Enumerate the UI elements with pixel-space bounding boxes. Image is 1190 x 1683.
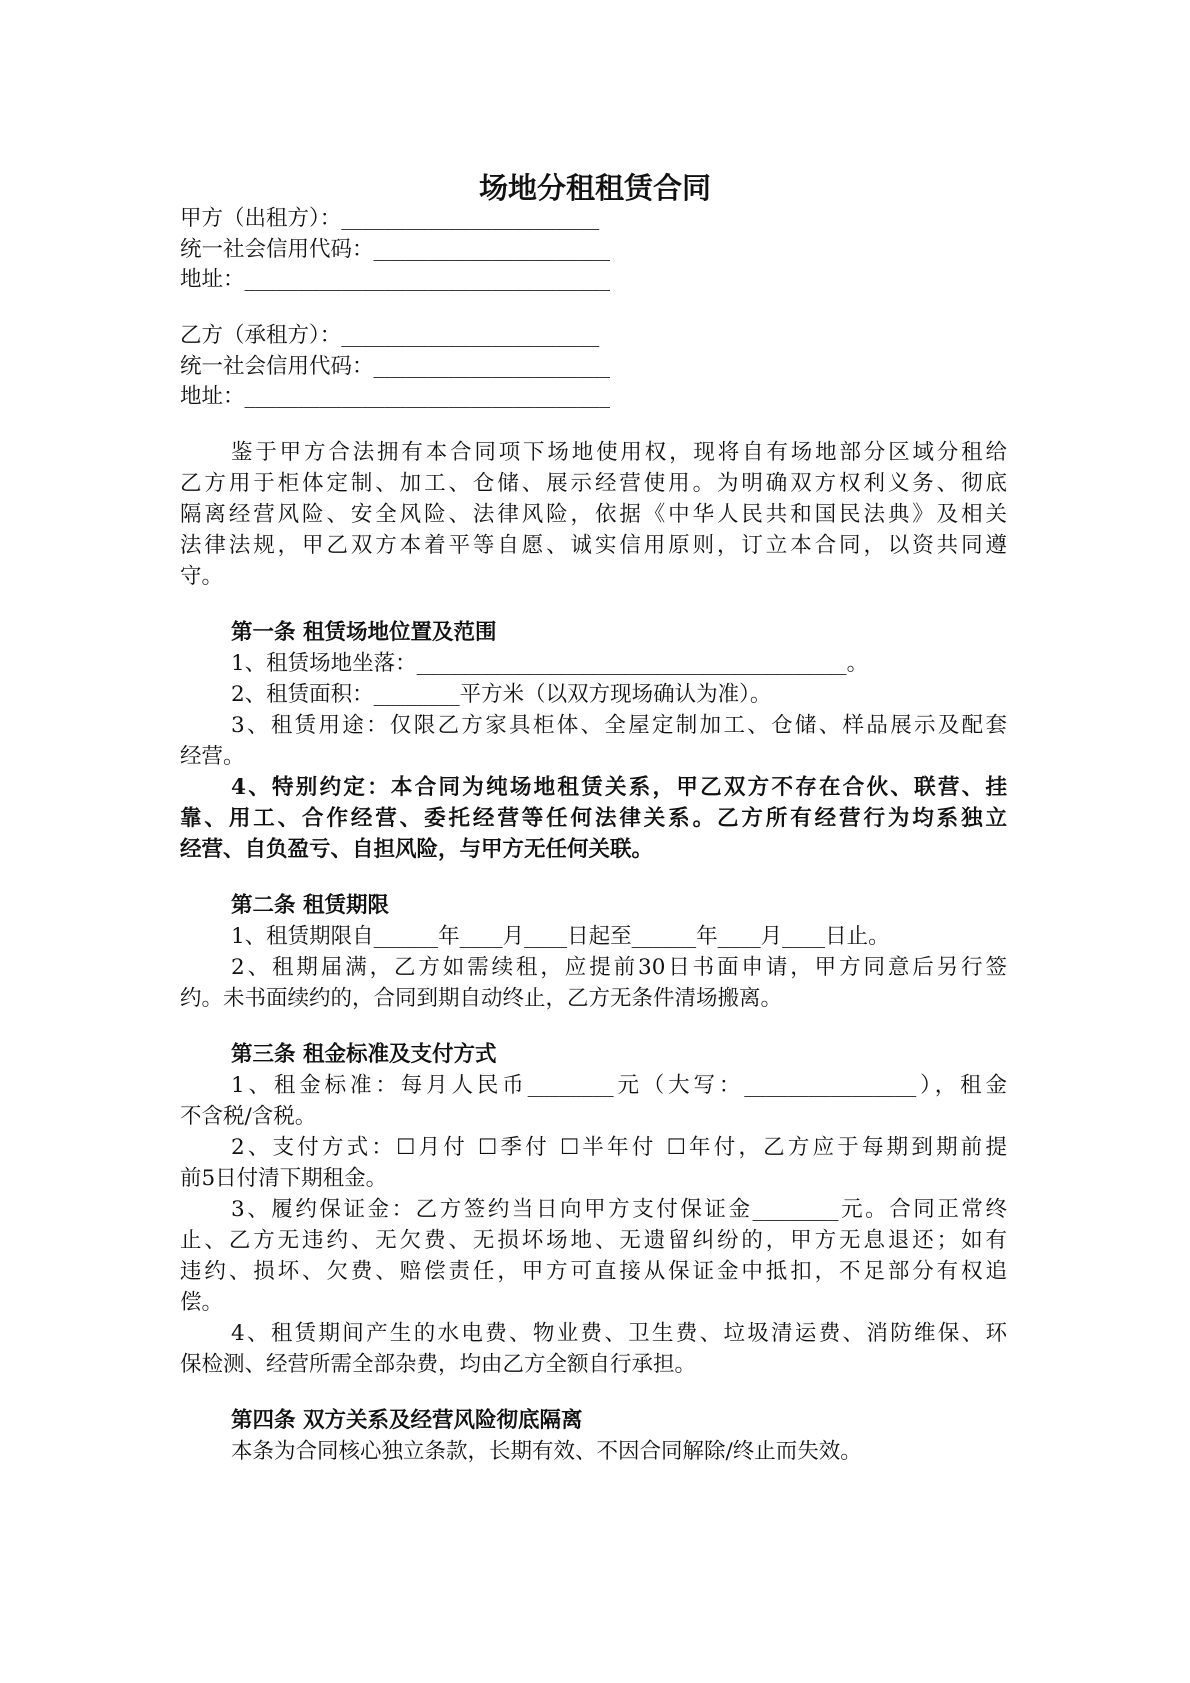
preamble-line: 守。 (180, 564, 224, 589)
page-title: 场地分租租赁合同 (478, 171, 711, 205)
article-1-special-clause-cont: 靠、用工、合作经营、委托经营等任何法律关系。乙方所有经营行为均系独立 (180, 806, 1007, 831)
article-1-special-clause-cont: 经营、自负盈亏、自担风险，与甲方无任何关联。 (180, 837, 654, 862)
preamble-line: 隔离经营风险、安全风险、法律风险，依据《中华人民共和国民法典》及相关 (180, 502, 1007, 527)
article-1-clause-3: 3、租赁用途：仅限乙方家具柜体、全屋定制加工、仓储、样品展示及配套 (231, 713, 1007, 738)
article-3-clause-3: 3、履约保证金：乙方签约当日向甲方支付保证金________元。合同正常终 (231, 1197, 1007, 1222)
article-2-clause-2-cont: 约。未书面续约的，合同到期自动终止，乙方无条件清场搬离。 (180, 986, 783, 1011)
party-a-name-line: 甲方（出租方）：________________________ (180, 206, 600, 231)
article-2-clause-1: 1、租赁期限自______年____月____日起至______年____月____日止。 (231, 924, 890, 949)
article-1-special-clause: 4、特别约定：本合同为纯场地租赁关系，甲乙双方不存在合伙、联营、挂 (231, 775, 1007, 800)
article-4-heading: 第四条 双方关系及经营风险彻底隔离 (231, 1408, 583, 1433)
preamble-line: 鉴于甲方合法拥有本合同项下场地使用权，现将自有场地部分区域分租给 (231, 440, 1007, 465)
article-3-clause-2: 2、支付方式：☐月付 ☐季付 ☐半年付 ☐年付，乙方应于每期到期前提 (231, 1135, 1007, 1160)
article-3-clause-1: 1、租金标准：每月人民币________元（大写：________________），租金 (231, 1073, 1007, 1098)
preamble-line: 乙方用于柜体定制、加工、仓储、展示经营使用。为明确双方权利义务、彻底 (180, 471, 1007, 496)
article-3-clause-3-cont: 止、乙方无违约、无欠费、无损坏场地、无遗留纠纷的，甲方无息退还；如有 (180, 1228, 1007, 1253)
article-3-clause-4-cont: 保检测、经营所需全部杂费，均由乙方全额自行承担。 (180, 1352, 697, 1377)
party-b-credit-code-line: 统一社会信用代码：______________________ (180, 354, 611, 379)
article-3-clause-3-cont: 违约、损坏、欠费、赔偿责任，甲方可直接从保证金中抵扣，不足部分有权追 (180, 1259, 1007, 1284)
article-1-clause-2: 2、租赁面积：________平方米（以双方现场确认为准）。 (231, 682, 772, 707)
article-1-clause-1: 1、租赁场地坐落：________________________________________。 (231, 651, 869, 676)
article-1-clause-3-cont: 经营。 (180, 744, 245, 769)
article-2-heading: 第二条 租赁期限 (231, 893, 389, 918)
preamble-line: 法律法规，甲乙双方本着平等自愿、诚实信用原则，订立本合同，以资共同遵 (180, 533, 1007, 558)
article-3-clause-2-cont: 前5日付清下期租金。 (180, 1166, 388, 1191)
article-3-clause-3-cont: 偿。 (180, 1290, 224, 1315)
article-4-intro: 本条为合同核心独立条款，长期有效、不因合同解除/终止而失效。 (231, 1439, 862, 1464)
article-2-clause-2: 2、租期届满，乙方如需续租，应提前30日书面申请，甲方同意后另行签 (231, 955, 1007, 980)
article-1-heading: 第一条 租赁场地位置及范围 (231, 620, 497, 645)
article-3-heading: 第三条 租金标准及支付方式 (231, 1042, 497, 1067)
party-b-address-line: 地址：__________________________________ (180, 384, 611, 409)
party-b-name-line: 乙方（承租方）：________________________ (180, 323, 600, 348)
party-a-credit-code-line: 统一社会信用代码：______________________ (180, 237, 611, 262)
article-3-clause-4: 4、租赁期间产生的水电费、物业费、卫生费、垃圾清运费、消防维保、环 (231, 1321, 1007, 1346)
party-a-address-line: 地址：__________________________________ (180, 267, 611, 292)
article-3-clause-1-cont: 不含税/含税。 (180, 1104, 317, 1129)
